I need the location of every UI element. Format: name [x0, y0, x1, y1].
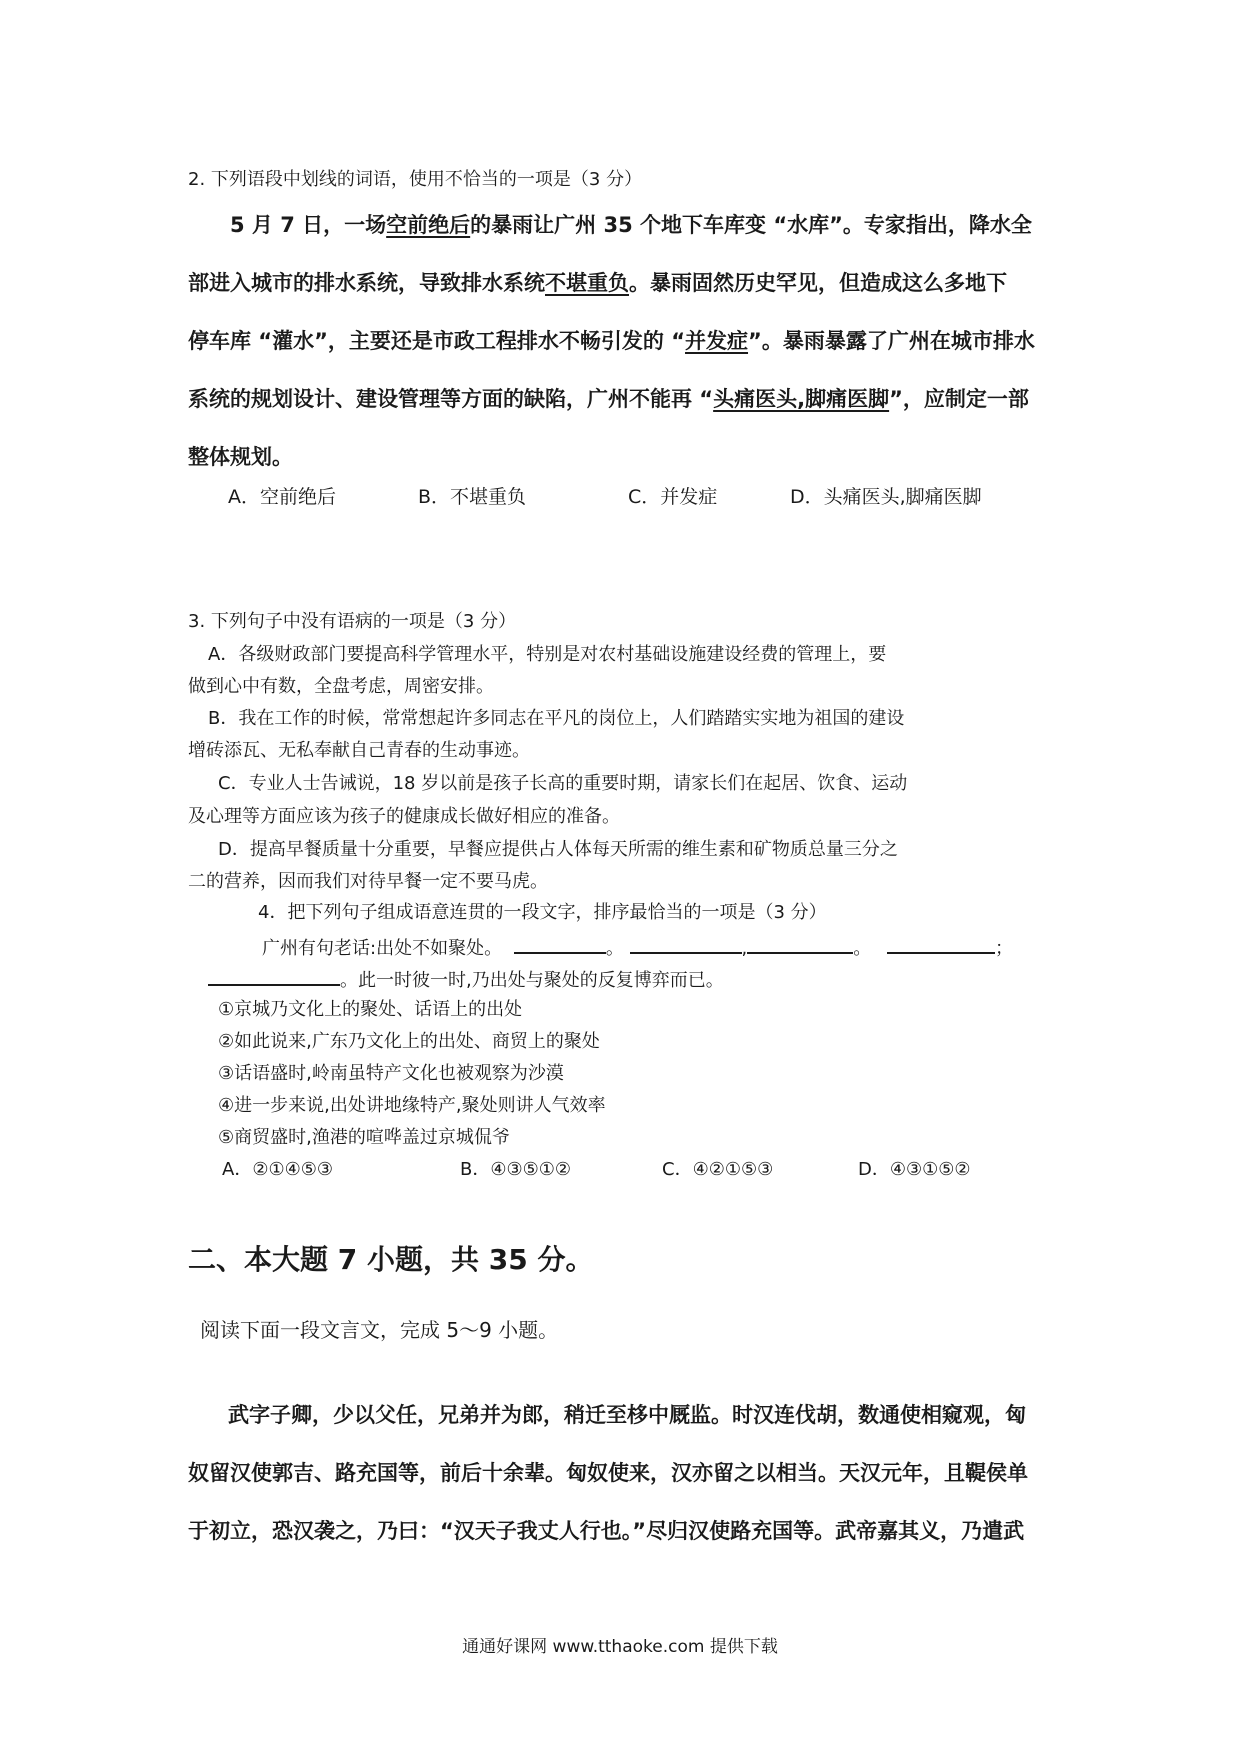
passage-line-1: 武字子卿，少以父任，兄弟并为郎，稍迁至栘中厩监。时汉连伐胡，数通使相窥观，匈 — [228, 1403, 1026, 1427]
q3-heading: 3. 下列句子中没有语病的一项是（3 分） — [188, 611, 517, 632]
q2-option-c: C．并发症 — [628, 486, 718, 508]
q2-line-3: 停车库 “灌水”，主要还是市政工程排水不畅引发的 “并发症”。暴雨暴露了广州在城市排水 — [188, 329, 1035, 353]
q4-option-b: B．④③⑤①② — [460, 1159, 572, 1180]
q4-tail-line: 。此一时彼一时,乃出处与聚处的反复博弈而已。 — [208, 966, 1058, 993]
underlined-term: 并发症 — [685, 329, 749, 353]
q4-option-d: D．④③①⑤② — [858, 1159, 971, 1180]
section-2-intro: 阅读下面一段文言文，完成 5～9 小题。 — [200, 1318, 559, 1342]
q4-option-c: C．④②①⑤③ — [662, 1159, 774, 1180]
q4-item-4: ④进一步来说,出处讲地缘特产,聚处则讲人气效率 — [218, 1095, 606, 1116]
q3-option-b-line-1: B．我在工作的时候，常常想起许多同志在平凡的岗位上，人们踏踏实实地为祖国的建设 — [208, 708, 905, 729]
q2-line-4: 系统的规划设计、建设管理等方面的缺陷，广州不能再 “头痛医头,脚痛医脚”，应制定一部 — [188, 387, 1029, 411]
q2-option-a: A．空前绝后 — [228, 486, 336, 508]
q4-item-2: ②如此说来,广东乃文化上的出处、商贸上的聚处 — [218, 1031, 600, 1052]
q2-line-2: 部进入城市的排水系统，导致排水系统不堪重负。暴雨固然历史罕见，但造成这么多地下 — [188, 271, 1007, 295]
q3-option-a-line-2: 做到心中有数，全盘考虑，周密安排。 — [188, 676, 494, 697]
passage-line-2: 奴留汉使郭吉、路充国等，前后十余辈。匈奴使来，汉亦留之以相当。天汉元年，且鞮侯单 — [188, 1461, 1028, 1485]
q4-option-a: A．②①④⑤③ — [222, 1159, 333, 1180]
underlined-term: 空前绝后 — [386, 213, 471, 237]
answer-blank — [208, 966, 340, 986]
q2-option-b: B．不堪重负 — [418, 486, 527, 508]
q3-option-a-line-1: A．各级财政部门要提高科学管理水平，特别是对农村基础设施建设经费的管理上，要 — [208, 644, 887, 665]
passage-line-3: 于初立，恐汉袭之，乃曰：“汉天子我丈人行也。”尽归汉使路充国等。武帝嘉其义，乃遣武 — [188, 1519, 1025, 1543]
q3-option-d-line-1: D．提高早餐质量十分重要，早餐应提供占人体每天所需的维生素和矿物质总量三分之 — [218, 839, 898, 860]
answer-blank — [630, 934, 742, 954]
q3-option-d-line-2: 二的营养，因而我们对待早餐一定不要马虎。 — [188, 871, 548, 892]
answer-blank — [887, 934, 995, 954]
q3-option-b-line-2: 增砖添瓦、无私奉献自己青春的生动事迹。 — [188, 740, 530, 761]
q4-item-3: ③话语盛时,岭南虽特产文化也被观察为沙漠 — [218, 1063, 564, 1084]
q2-line-5: 整体规划。 — [188, 445, 293, 469]
q2-line-1: 5 月 7 日，一场空前绝后的暴雨让广州 35 个地下车库变 “水库”。专家指出，降水全 — [230, 213, 1032, 237]
answer-blank — [747, 934, 853, 954]
underlined-term: 头痛医头,脚痛医脚 — [713, 387, 890, 411]
q3-option-c-line-2: 及心理等方面应该为孩子的健康成长做好相应的准备。 — [188, 806, 620, 827]
section-2-title: 二、本大题 7 小题，共 35 分。 — [188, 1243, 594, 1276]
q4-item-5: ⑤商贸盛时,渔港的喧哗盖过京城侃爷 — [218, 1127, 510, 1148]
q2-option-d: D．头痛医头,脚痛医脚 — [790, 486, 982, 508]
q2-heading: 2. 下列语段中划线的词语，使用不恰当的一项是（3 分） — [188, 169, 643, 190]
q4-heading: 4．把下列句子组成语意连贯的一段文字，排序最恰当的一项是（3 分） — [258, 902, 827, 923]
q4-lead-line: 广州有句老话:出处不如聚处。 。 , 。 ； — [262, 934, 1062, 961]
q4-item-1: ①京城乃文化上的聚处、话语上的出处 — [218, 999, 523, 1020]
underlined-term: 不堪重负 — [545, 271, 629, 295]
answer-blank — [514, 934, 606, 954]
q3-option-c-line-1: C．专业人士告诫说，18 岁以前是孩子长高的重要时期，请家长们在起居、饮食、运动 — [218, 773, 908, 794]
page-footer: 通通好课网 www.tthaoke.com 提供下载 — [462, 1637, 778, 1657]
